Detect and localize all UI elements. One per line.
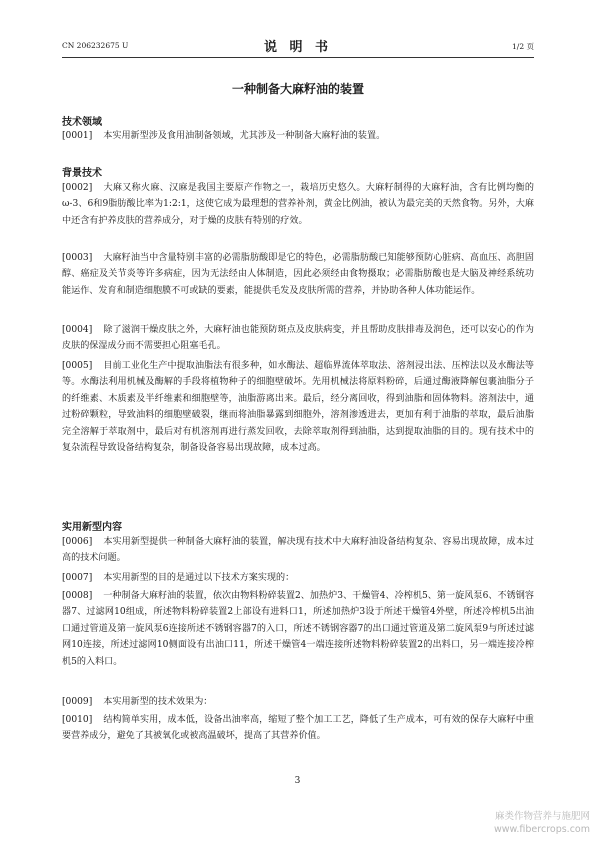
paragraph-0006 [62, 534, 534, 567]
paragraph-0002 [62, 180, 534, 229]
paragraph-0001 [62, 128, 534, 144]
paragraph-number: [0001] [62, 131, 93, 141]
paragraph-text: 本实用新型涉及食用油制备领域，尤其涉及一种制备大麻籽油的装置。 [103, 131, 386, 141]
paragraph-text: 除了滋润干燥皮肤之外，大麻籽油也能预防斑点及皮肤病变，并且帮助皮肤排毒及润色，还可以安心的作为皮肤的保湿成分而不需要担心阻塞毛孔。 [62, 325, 534, 352]
watermark-line-1: 麻类作物营养与施肥网 [494, 811, 590, 822]
paragraph-0005 [62, 358, 534, 456]
heading-tech-field: 技术领域 [62, 117, 102, 128]
paragraph-number: [0002] [62, 183, 93, 193]
paragraph-text: 本实用新型的目的是通过以下技术方案实现的： [103, 573, 295, 583]
doc-type: 说 明 书 [263, 40, 333, 55]
paragraph-text: 大麻籽油当中含量特别丰富的必需脂肪酸即是它的特色，必需脂肪酸已知能够预防心脏病、高血压、高胆固醇、癌症及关节炎等许多病症，因为无法经由人体制造，因此必须经由食物摄取；必需脂肪酸也是大脑及神经系统功能运作、发育和制造细胞膜不可或缺的要素，能提供毛发及皮肤所需的营养，并协助各种人体功能运作。 [62, 253, 534, 296]
paragraph-text: 本实用新型的技术效果为： [103, 697, 213, 707]
paragraph-number: [0003] [62, 253, 93, 263]
paragraph-number: [0008] [62, 591, 93, 601]
paragraph-number: [0009] [62, 697, 93, 707]
page-fraction: 1/2 页 [512, 42, 534, 51]
paragraph-number: [0006] [62, 537, 93, 547]
paragraph-number: [0005] [62, 361, 93, 371]
doc-id: CN 206232675 U [62, 41, 129, 50]
paragraph-0009 [62, 694, 534, 710]
page-header [62, 38, 534, 54]
paragraph-text: 目前工业化生产中提取油脂法有很多种，如水酶法、超临界流体萃取法、溶剂浸出法、压榨法以及水酶法等等。水酶法利用机械及酶解的手段将植物种子的细胞壁破坏。先用机械法将原料粉碎，后通过酶液降解包裹油脂分子的纤维素、木质素及半纤维素和细胞壁等，油脂游离出来。最后，经分离回收，得到油脂和固体物料。溶剂法中，通过粉碎颗粒，导致油料的细胞壁破裂，继而将油脂暴露到细胞外，溶剂渗透进去，更加有利于油脂的萃取，最后油脂完全溶解于萃取剂中，最后对有机溶剂再进行蒸发回收，去除萃取剂得到油脂，达到提取油脂的目的。现有技术中的复杂流程导致设备结构复杂，制备设备容易出现故障，成本过高。 [62, 361, 534, 454]
header-divider [62, 57, 534, 58]
document-title: 一种制备大麻籽油的装置 [231, 82, 364, 96]
paragraph-0008 [62, 588, 534, 670]
paragraph-number: [0010] [62, 715, 93, 725]
paragraph-text: 本实用新型提供一种制备大麻籽油的装置，解决现有技术中大麻籽油设备结构复杂、容易出现故障，成本过高的技术问题。 [62, 537, 534, 564]
paragraph-0007 [62, 570, 534, 586]
page-number: 3 [294, 776, 301, 786]
paragraph-0010 [62, 712, 534, 745]
paragraph-0003 [62, 250, 534, 299]
heading-content: 实用新型内容 [62, 522, 122, 533]
paragraph-0004 [62, 322, 534, 355]
paragraph-number: [0007] [62, 573, 93, 583]
paragraph-number: [0004] [62, 325, 93, 335]
paragraph-text: 结构简单实用，成本低，设备出油率高，缩短了整个加工工艺，降低了生产成本，可有效的保存大麻籽中重要营养成分，避免了其被氧化或被高温破坏，提高了其营养价值。 [62, 715, 534, 742]
watermark-line-2: www.fibercrops.com [493, 824, 590, 835]
paragraph-text: 大麻又称火麻、汉麻是我国主要原产作物之一，栽培历史悠久。大麻籽制得的大麻籽油，含有比例均衡的ω-3、6和9脂肪酸比率为1:2:1，这使它成为最理想的营养补剂，黄金比例油，被认为最完美的天然食物。另外，大麻中还含有护养皮肤的营养成分，对于燥的皮肤有特别的疗效。 [62, 183, 534, 226]
heading-background: 背景技术 [62, 168, 102, 179]
watermark [472, 810, 590, 836]
paragraph-text: 一种制备大麻籽油的装置，依次由物料粉碎装置2、加热炉3、干燥管4、冷榨机5、第一旋风泵6、不锈钢容器7、过滤网10组成，所述物料粉碎装置2上部设有进料口1，所述加热炉3设于所述干燥管4外壁，所述冷榨机5出油口通过管道及第一旋风泵6连接所述不锈钢容器7的入口，所述不锈钢容器7的出口通过管道及第二旋风泵9与所述过滤网10连接，所述过滤网10侧面设有出油口11，所述干燥管4一端连接所述物料粉碎装置2的出料口，另一端连接冷榨机5的入料口。 [62, 591, 534, 667]
